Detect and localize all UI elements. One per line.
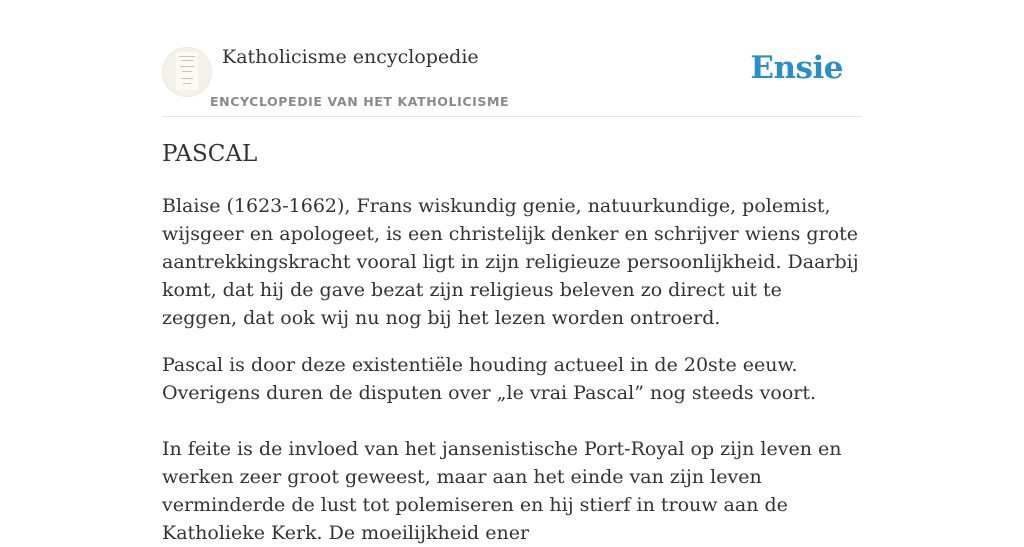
site-header bbox=[162, 44, 862, 117]
site-subtitle: ENCYCLOPEDIE VAN HET KATHOLICISME bbox=[210, 94, 510, 109]
article-title: PASCAL bbox=[162, 141, 258, 167]
article bbox=[162, 136, 862, 547]
article-paragraph: Pascal is door deze existentiële houding actueel in de 20ste eeuw. Overigens duren de disputen over „le vrai Pascal” nog steeds voort. bbox=[162, 354, 817, 404]
site-title[interactable]: Katholicisme encyclopedie bbox=[222, 46, 479, 68]
logo-page bbox=[176, 52, 198, 90]
brand-logo-link[interactable]: Ensie bbox=[750, 50, 843, 86]
encyclopedia-cover-icon[interactable] bbox=[162, 47, 212, 97]
article-paragraph: Blaise (1623-1662), Frans wiskundig genie, natuurkundige, polemist, wijsgeer en apologeet, is een christelijk denker en schrijver wiens grote aantrekkingskracht vooral ligt in zijn religieuze persoonlijkheid. Daarbij komt, dat hij de gave bezat zijn religieus beleven zo direct uit te zeggen, dat ook wij nu nog bij het lezen worden ontroerd. bbox=[162, 195, 859, 329]
article-paragraph: In feite is de invloed van het jansenistische Port-Royal op zijn leven en werken zeer groot geweest, maar aan het einde van zijn leven verminderde de lust tot polemiseren en hij stierf in trouw aan de Katholieke Kerk. De moeilijkheid ener bbox=[162, 438, 842, 544]
